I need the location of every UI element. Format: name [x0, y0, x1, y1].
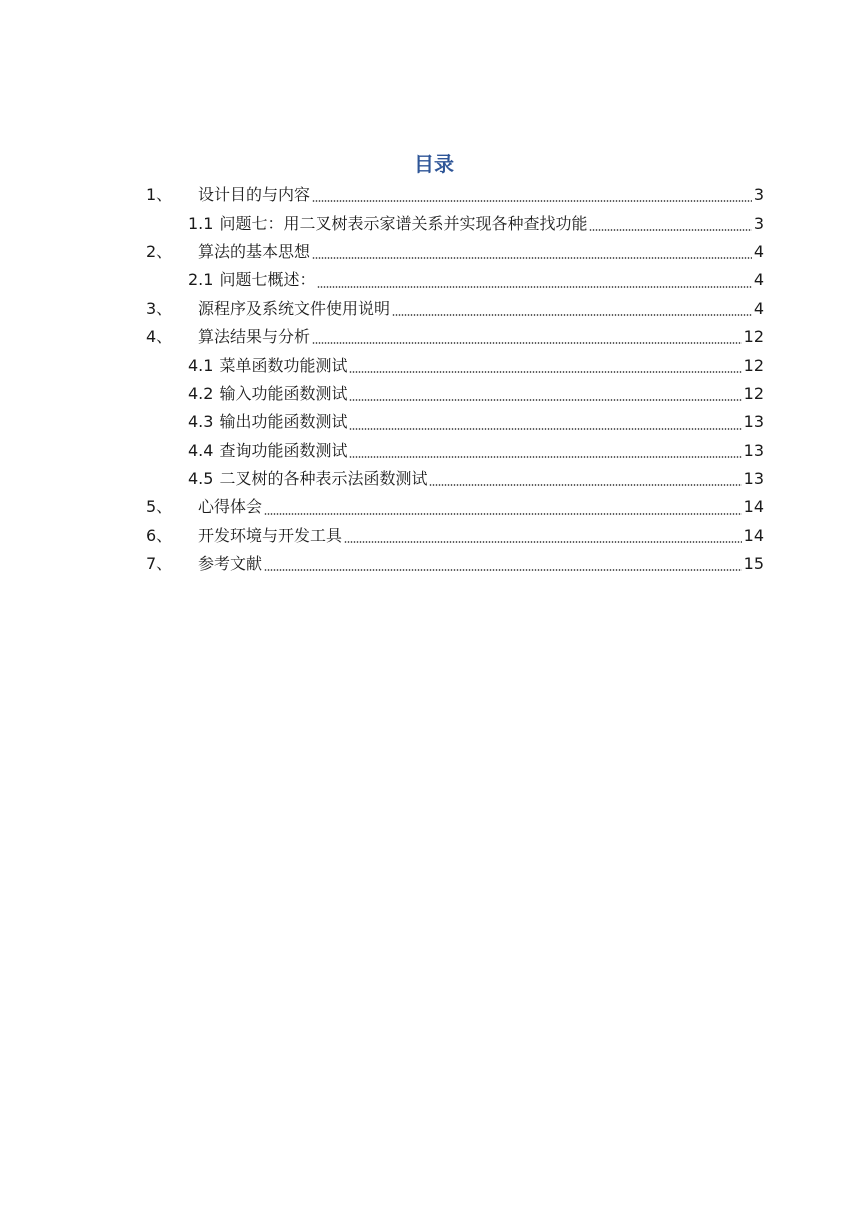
toc-entry-number: 6、 [146, 525, 173, 545]
toc-entry[interactable] [146, 550, 764, 578]
toc-entry-number: 4.5 [188, 469, 214, 489]
toc-entry-number: 5、 [146, 497, 173, 517]
toc-entry-number: 1、 [146, 185, 173, 205]
toc-entry-label: 问题七：用二叉树表示家谱关系并实现各种查找功能 [219, 213, 588, 233]
toc-entry-label: 开发环境与开发工具 [198, 525, 343, 545]
table-of-contents [146, 181, 764, 578]
toc-entry-label: 算法的基本思想 [198, 241, 311, 261]
toc-subentry[interactable] [146, 380, 764, 408]
toc-entry-number: 3、 [146, 298, 173, 318]
toc-entry-number: 4.3 [188, 412, 214, 432]
toc-entry-number: 7、 [146, 554, 173, 574]
toc-leader-dots [317, 286, 751, 288]
toc-leader-dots [312, 342, 742, 344]
toc-entry-page: 13 [743, 440, 764, 460]
toc-entry-label: 输入功能函数测试 [219, 383, 348, 403]
toc-entry-page: 12 [743, 383, 764, 403]
toc-entry-number: 4、 [146, 327, 173, 347]
toc-entry-page: 4 [753, 241, 764, 261]
toc-entry-label: 查询功能函数测试 [219, 440, 348, 460]
toc-title: 目录 [414, 152, 454, 176]
toc-leader-dots [344, 541, 742, 543]
toc-leader-dots [312, 200, 752, 202]
toc-entry-label: 输出功能函数测试 [219, 412, 348, 432]
toc-entry-page: 4 [753, 298, 764, 318]
toc-leader-dots [392, 314, 752, 316]
toc-entry-number: 4.4 [188, 440, 214, 460]
toc-entry-number: 2、 [146, 241, 173, 261]
toc-entry-number: 4.2 [188, 383, 214, 403]
toc-subentry[interactable] [146, 408, 764, 436]
toc-leader-dots [429, 484, 741, 486]
toc-entry-page: 14 [743, 525, 764, 545]
toc-leader-dots [349, 456, 741, 458]
toc-entry[interactable] [146, 181, 764, 209]
toc-entry-page: 15 [743, 554, 764, 574]
toc-leader-dots [349, 399, 741, 401]
toc-entry-label: 源程序及系统文件使用说明 [198, 298, 391, 318]
toc-leader-dots [264, 569, 742, 571]
toc-entry[interactable] [146, 295, 764, 323]
toc-leader-dots [349, 371, 741, 373]
toc-entry-label: 参考文献 [198, 554, 263, 574]
toc-subentry[interactable] [146, 465, 764, 493]
toc-entry-page: 3 [753, 185, 764, 205]
toc-entry-page: 13 [743, 412, 764, 432]
toc-subentry[interactable] [146, 351, 764, 379]
toc-subentry[interactable] [146, 209, 764, 237]
toc-entry-page: 14 [743, 497, 764, 517]
toc-entry[interactable] [146, 323, 764, 351]
toc-entry-number: 1.1 [188, 213, 214, 233]
toc-entry-page: 12 [743, 355, 764, 375]
toc-leader-dots [264, 513, 742, 515]
toc-leader-dots [349, 428, 741, 430]
toc-entry-page: 4 [753, 270, 764, 290]
toc-entry-page: 12 [743, 327, 764, 347]
toc-entry-label: 心得体会 [198, 497, 263, 517]
toc-subentry[interactable] [146, 266, 764, 294]
toc-leader-dots [312, 257, 752, 259]
toc-entry-label: 二叉树的各种表示法函数测试 [219, 469, 428, 489]
toc-entry[interactable] [146, 238, 764, 266]
toc-entry-label: 菜单函数功能测试 [219, 355, 348, 375]
toc-entry-label: 算法结果与分析 [198, 327, 311, 347]
toc-entry[interactable] [146, 522, 764, 550]
toc-subentry[interactable] [146, 437, 764, 465]
toc-entry-number: 2.1 [188, 270, 214, 290]
toc-leader-dots [589, 229, 751, 231]
toc-entry-number: 4.1 [188, 355, 214, 375]
toc-entry-page: 13 [743, 469, 764, 489]
toc-entry-label: 问题七概述： [219, 270, 316, 290]
toc-entry-page: 3 [753, 213, 764, 233]
toc-entry-label: 设计目的与内容 [198, 185, 311, 205]
toc-entry[interactable] [146, 493, 764, 521]
